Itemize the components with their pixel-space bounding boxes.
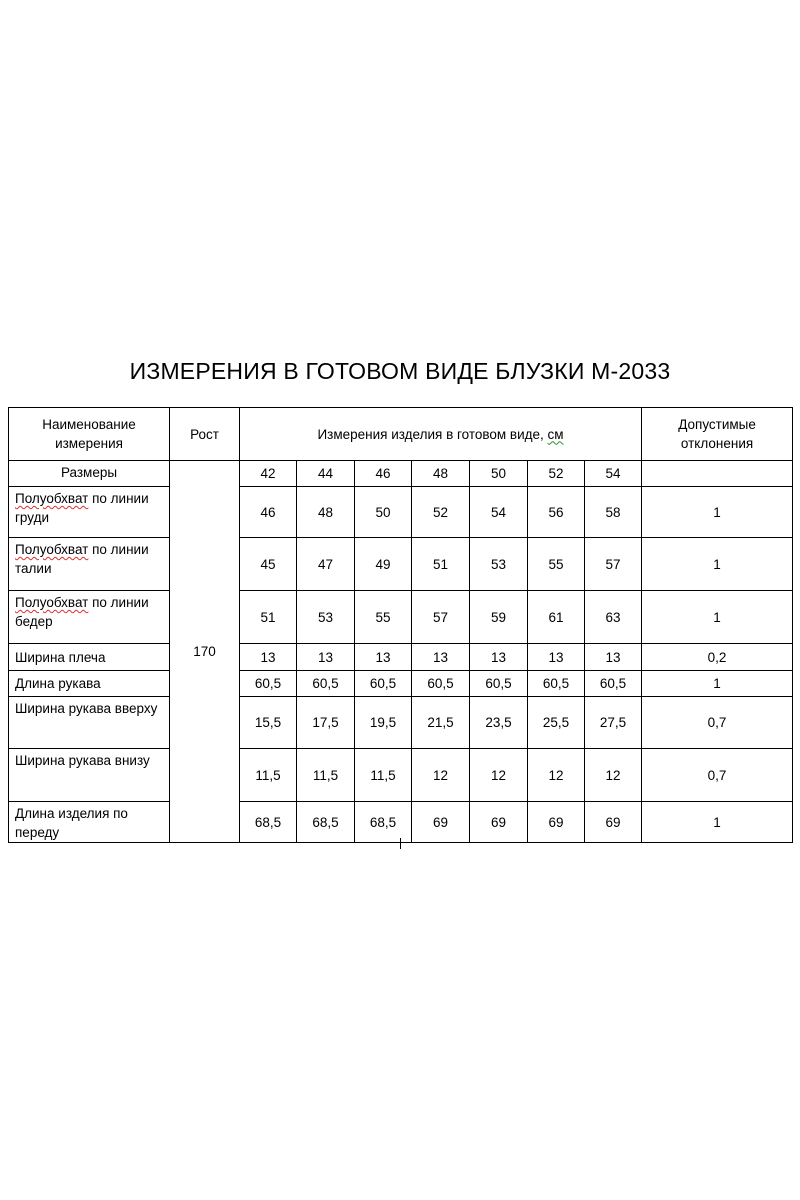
table-row bbox=[9, 538, 793, 591]
header-row bbox=[9, 408, 793, 461]
header-name-cell: Наименование измерения bbox=[9, 408, 170, 461]
height-value-cell: 170 bbox=[170, 461, 240, 843]
row-label: Полуобхват по линии бедер bbox=[9, 591, 170, 644]
value-cell: 68,5 bbox=[240, 802, 297, 843]
value-cell: 60,5 bbox=[585, 671, 642, 697]
value-cell: 55 bbox=[528, 538, 585, 591]
value-cell: 46 bbox=[240, 487, 297, 538]
size-cell: 42 bbox=[240, 461, 297, 487]
value-cell: 11,5 bbox=[297, 749, 355, 802]
value-cell: 52 bbox=[412, 487, 470, 538]
value-cell: 21,5 bbox=[412, 697, 470, 749]
header-measure-cell bbox=[240, 408, 642, 461]
value-cell: 51 bbox=[412, 538, 470, 591]
header-measure-text: Измерения изделия в готовом виде, bbox=[317, 426, 548, 442]
measurements-table bbox=[8, 407, 793, 843]
value-cell: 12 bbox=[470, 749, 528, 802]
value-cell: 60,5 bbox=[355, 671, 412, 697]
value-cell: 60,5 bbox=[240, 671, 297, 697]
value-cell: 13 bbox=[528, 644, 585, 671]
table-row bbox=[9, 487, 793, 538]
tolerance-cell: 1 bbox=[642, 487, 793, 538]
value-cell: 12 bbox=[585, 749, 642, 802]
value-cell: 69 bbox=[585, 802, 642, 843]
row-label: Ширина рукава внизу bbox=[9, 749, 170, 802]
value-cell: 11,5 bbox=[240, 749, 297, 802]
value-cell: 63 bbox=[585, 591, 642, 644]
value-cell: 13 bbox=[585, 644, 642, 671]
row-label: Ширина плеча bbox=[9, 644, 170, 671]
tolerance-cell: 0,7 bbox=[642, 697, 793, 749]
value-cell: 60,5 bbox=[470, 671, 528, 697]
value-cell: 56 bbox=[528, 487, 585, 538]
value-cell: 59 bbox=[470, 591, 528, 644]
tolerance-cell: 0,7 bbox=[642, 749, 793, 802]
value-cell: 60,5 bbox=[297, 671, 355, 697]
value-cell: 53 bbox=[297, 591, 355, 644]
value-cell: 69 bbox=[412, 802, 470, 843]
value-cell: 25,5 bbox=[528, 697, 585, 749]
value-cell: 49 bbox=[355, 538, 412, 591]
table-row bbox=[9, 802, 793, 843]
size-cell: 46 bbox=[355, 461, 412, 487]
table-row bbox=[9, 644, 793, 671]
table-row bbox=[9, 697, 793, 749]
value-cell: 11,5 bbox=[355, 749, 412, 802]
row-label: Полуобхват по линии талии bbox=[9, 538, 170, 591]
size-cell: 48 bbox=[412, 461, 470, 487]
value-cell: 48 bbox=[297, 487, 355, 538]
value-cell: 60,5 bbox=[528, 671, 585, 697]
header-height-cell: Рост bbox=[170, 408, 240, 461]
value-cell: 45 bbox=[240, 538, 297, 591]
row-label: Полуобхват по линии груди bbox=[9, 487, 170, 538]
value-cell: 27,5 bbox=[585, 697, 642, 749]
value-cell: 60,5 bbox=[412, 671, 470, 697]
value-cell: 69 bbox=[470, 802, 528, 843]
value-cell: 54 bbox=[470, 487, 528, 538]
size-cell: 52 bbox=[528, 461, 585, 487]
document-title: ИЗМЕРЕНИЯ В ГОТОВОМ ВИДЕ БЛУЗКИ М-2033 bbox=[129, 358, 671, 384]
tolerance-cell: 1 bbox=[642, 591, 793, 644]
value-cell: 61 bbox=[528, 591, 585, 644]
size-cell: 44 bbox=[297, 461, 355, 487]
value-cell: 13 bbox=[240, 644, 297, 671]
tolerance-cell: 1 bbox=[642, 671, 793, 697]
sizes-label: Размеры bbox=[9, 461, 170, 487]
value-cell: 50 bbox=[355, 487, 412, 538]
header-tolerance-cell: Допустимые отклонения bbox=[642, 408, 793, 461]
value-cell: 55 bbox=[355, 591, 412, 644]
value-cell: 19,5 bbox=[355, 697, 412, 749]
row-label: Длина изделия по переду bbox=[9, 802, 170, 843]
value-cell: 53 bbox=[470, 538, 528, 591]
value-cell: 51 bbox=[240, 591, 297, 644]
value-cell: 68,5 bbox=[355, 802, 412, 843]
value-cell: 23,5 bbox=[470, 697, 528, 749]
value-cell: 12 bbox=[528, 749, 585, 802]
sizes-row bbox=[9, 461, 793, 487]
value-cell: 68,5 bbox=[297, 802, 355, 843]
value-cell: 47 bbox=[297, 538, 355, 591]
value-cell: 17,5 bbox=[297, 697, 355, 749]
table-row bbox=[9, 671, 793, 697]
value-cell: 57 bbox=[412, 591, 470, 644]
value-cell: 13 bbox=[412, 644, 470, 671]
row-label: Длина рукава bbox=[9, 671, 170, 697]
value-cell: 13 bbox=[355, 644, 412, 671]
size-cell: 50 bbox=[470, 461, 528, 487]
tolerance-cell: 1 bbox=[642, 802, 793, 843]
table-row bbox=[9, 591, 793, 644]
tolerance-cell-empty bbox=[642, 461, 793, 487]
value-cell: 13 bbox=[470, 644, 528, 671]
value-cell: 57 bbox=[585, 538, 642, 591]
tolerance-cell: 1 bbox=[642, 538, 793, 591]
value-cell: 58 bbox=[585, 487, 642, 538]
tolerance-cell: 0,2 bbox=[642, 644, 793, 671]
header-measure-unit: см bbox=[547, 426, 564, 442]
value-cell: 12 bbox=[412, 749, 470, 802]
text-cursor-mark bbox=[400, 838, 401, 849]
value-cell: 15,5 bbox=[240, 697, 297, 749]
value-cell: 13 bbox=[297, 644, 355, 671]
value-cell: 69 bbox=[528, 802, 585, 843]
table-row bbox=[9, 749, 793, 802]
row-label: Ширина рукава вверху bbox=[9, 697, 170, 749]
size-cell: 54 bbox=[585, 461, 642, 487]
